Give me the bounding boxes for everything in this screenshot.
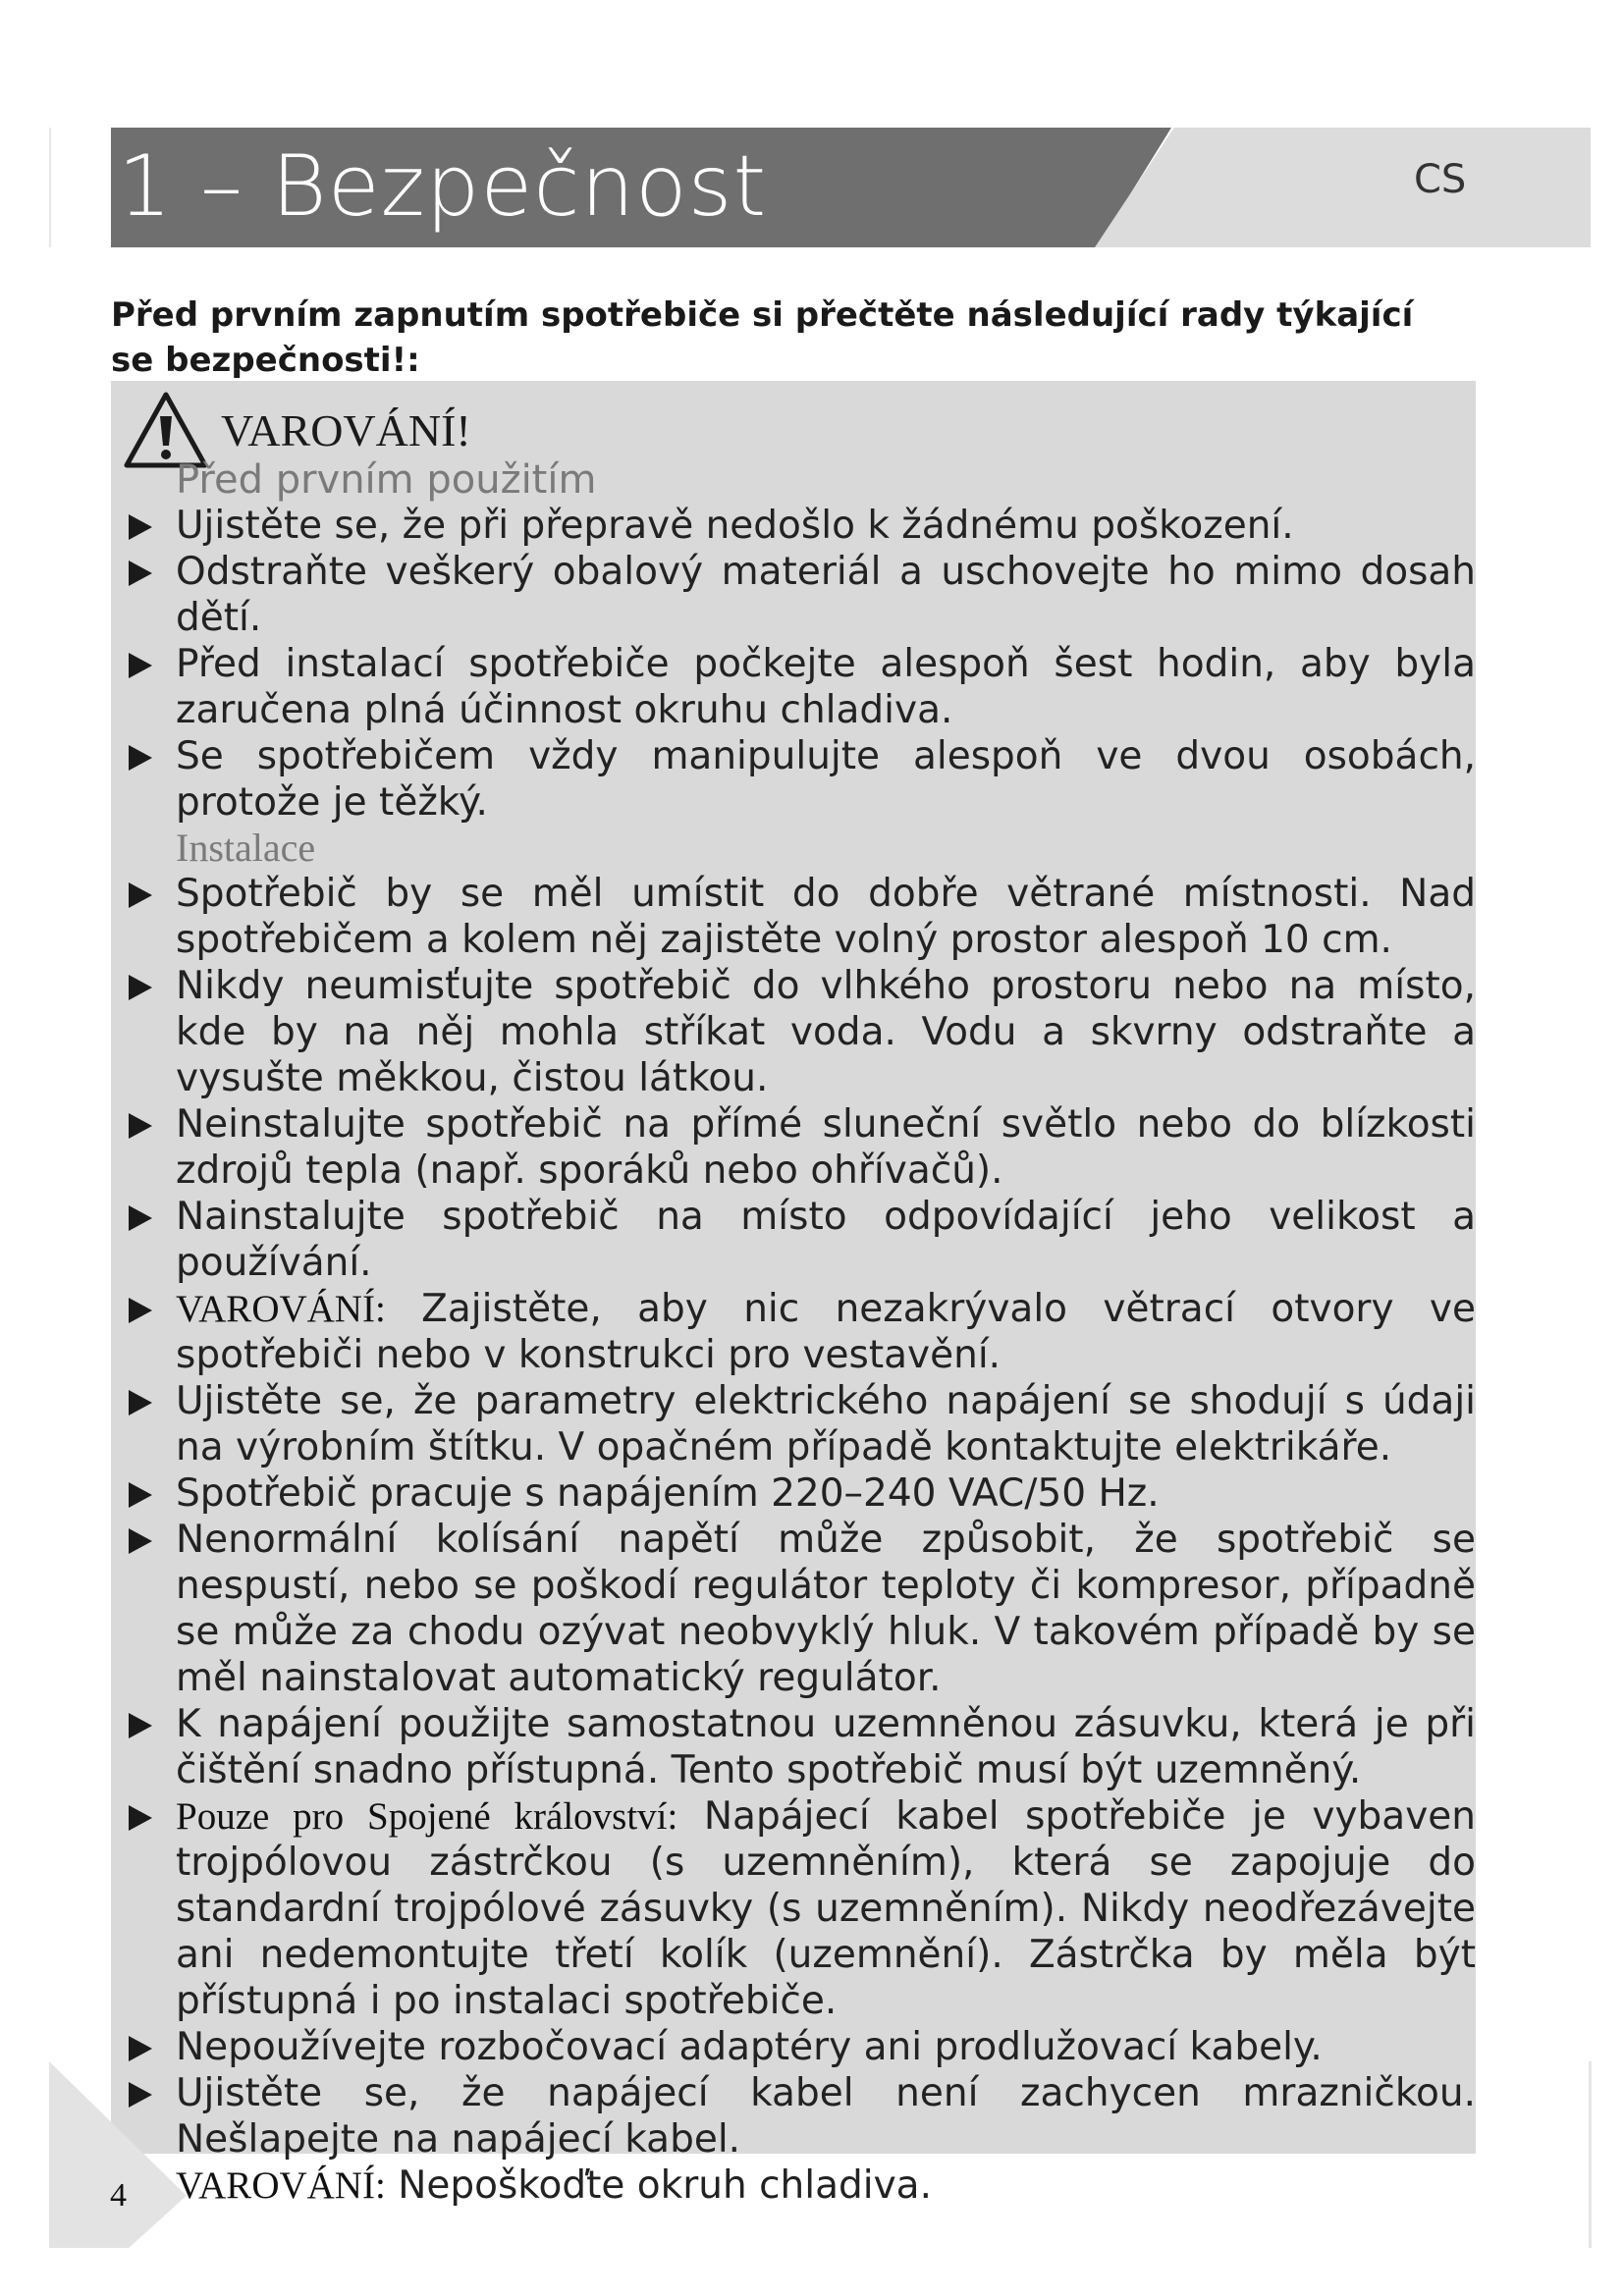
list-item: Nikdy neumisťujte spotřebič do vlhkého prostoru nebo na místo, kde by na něj mohla stříkat voda. Vodu a skvrny odstraňte a vysušte měkkou, čistou látkou. [121,963,1476,1101]
bullet-arrow-icon [129,745,152,771]
warning-label: VAROVÁNÍ: [176,1288,386,1330]
bullet-arrow-icon [129,561,152,586]
list-item: Ujistěte se, že parametry elektrického napájení se shodují s údaji na výrobním štítku. V opačném případě kontaktujte elektrikáře. [121,1378,1476,1470]
list-item: Spotřebič by se měl umístit do dobře větrané místnosti. Nad spotřebičem a kolem něj zajistěte volný prostor alespoň 10 cm. [121,871,1476,963]
language-banner [1095,128,1591,247]
bullet-arrow-icon [129,882,152,908]
warning-title: VAROVÁNÍ! [221,404,471,455]
intro-text: Před prvním zapnutím spotřebiče si přečtěte následující rady týkající se bezpečnosti!: [111,295,1414,380]
bullet-arrow-icon [129,1713,152,1738]
left-edge-rule [49,128,51,247]
list-item: Neinstalujte spotřebič na přímé sluneční světlo nebo do blízkosti zdrojů tepla (např. sporáků nebo ohřívačů). [121,1101,1476,1194]
list-item: Nepoužívejte rozbočovací adaptéry ani prodlužovací kabely. [121,2024,1476,2070]
bullet-arrow-icon [129,975,152,1000]
warning-panel [111,381,1476,2208]
uk-label: Pouze pro Spojené království: [176,1795,678,1838]
bullet-arrow-icon [129,1113,152,1139]
list-item: Odstraňte veškerý obalový materiál a uschovejte ho mimo dosah dětí. [121,549,1476,641]
right-edge-rule [1589,2061,1592,2248]
list-item: K napájení použijte samostatnou uzemněnou zásuvku, která je při čištění snadno přístupná. Tento spotřebič musí být uzemněný. [121,1701,1476,1793]
bullet-arrow-icon [129,514,152,540]
list-item: Ujistěte se, že napájecí kabel není zachycen mrazničkou. Nešlapejte na napájecí kabel. [121,2070,1476,2163]
bullet-arrow-icon [129,1805,152,1831]
bullet-arrow-icon [129,653,152,678]
bullet-arrow-icon [129,2036,152,2061]
chapter-title: 1 – Bezpečnost [118,137,768,236]
bullet-arrow-icon [129,1205,152,1231]
bullet-arrow-icon [129,2082,152,2108]
safety-content [121,457,1476,2209]
list-item-vents-warning: VAROVÁNÍ: Zajistěte, aby nic nezakrývalo větrací otvory ve spotřebiči nebo v konstrukci pro vestavění. [121,1286,1476,1378]
bullet-arrow-icon [129,1482,152,1508]
list-item: Se spotřebičem vždy manipulujte alespoň ve dvou osobách, protože je těžký. [121,733,1476,826]
bullet-arrow-icon [129,1390,152,1415]
list-item: Nenormální kolísání napětí může způsobit, že spotřebič se nespustí, nebo se poškodí regulátor teploty či kompresor, případně se může za chodu ozývat neobvyklý hluk. V takovém případě by se měl nainstalovat automatický regulátor. [121,1517,1476,1701]
language-code: CS [1414,157,1467,202]
bullet-arrow-icon [129,1528,152,1554]
list-item: Spotřebič pracuje s napájením 220–240 VAC/50 Hz. [121,1470,1476,1517]
section-heading-installation: Instalace [176,826,316,870]
bullet-arrow-icon [129,1298,152,1323]
list-item: Před instalací spotřebiče počkejte alespoň šest hodin, aby byla zaručena plná účinnost okruhu chladiva. [121,641,1476,733]
list-item-refrigerant-warning: VAROVÁNÍ: Nepoškoďte okruh chladiva. [121,2163,1476,2209]
list-item-uk-only: Pouze pro Spojené království: Napájecí kabel spotřebiče je vybaven trojpólovou zástrčkou (s uzemněním), která se zapojuje do standardní trojpólové zásuvky (s uzemněním). Nikdy neodřezávejte ani nedemontujte třetí kolík (uzemnění). Zástrčka by měla být přístupná i po instalaci spotřebiče. [121,1793,1476,2024]
page-number: 4 [110,2177,127,2214]
section-heading-first-use: Před prvním použitím [176,457,597,503]
list-item: Ujistěte se, že při přepravě nedošlo k žádnému poškození. [121,503,1476,549]
warning-label: VAROVÁNÍ: [176,2164,386,2207]
list-item: Nainstalujte spotřebič na místo odpovídající jeho velikost a používání. [121,1194,1476,1286]
